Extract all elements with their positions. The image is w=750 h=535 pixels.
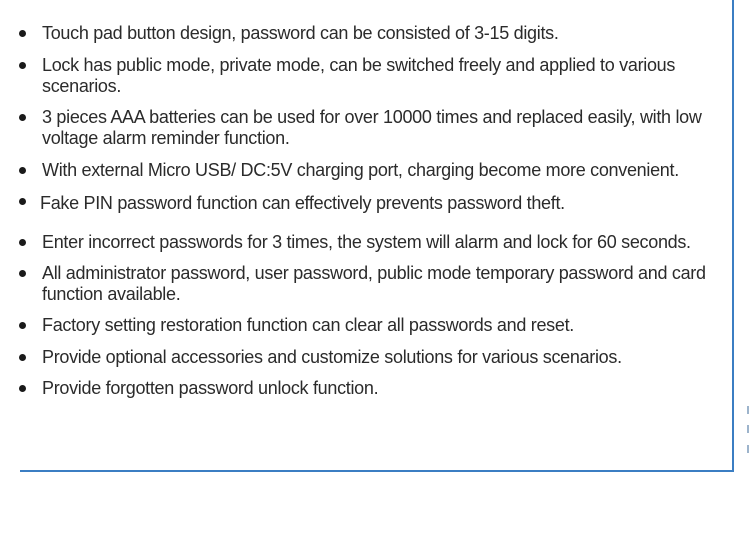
feature-text: With external Micro USB/ DC:5V charging port, charging become more convenient. (42, 160, 679, 180)
edge-mark (747, 445, 749, 453)
feature-text: Lock has public mode, private mode, can be switched freely and applied to various scenarios. (42, 55, 676, 96)
edge-mark (747, 406, 749, 414)
feature-text: Fake PIN password function can effectively prevents password theft. (40, 193, 565, 213)
bullet-icon (19, 239, 26, 246)
bullet-icon (19, 198, 26, 205)
feature-text: Touch pad button design, password can be consisted of 3-15 digits. (42, 23, 559, 43)
bullet-icon (19, 385, 26, 392)
bullet-icon (19, 322, 26, 329)
feature-text: Enter incorrect passwords for 3 times, the system will alarm and lock for 60 seconds. (42, 232, 691, 252)
bullet-icon (19, 62, 26, 69)
feature-text: Provide optional accessories and customize solutions for various scenarios. (42, 347, 622, 367)
edge-mark (747, 425, 749, 433)
bullet-icon (19, 114, 26, 121)
feature-text: All administrator password, user password, public mode temporary password and card function available. (42, 263, 706, 304)
feature-text: Provide forgotten password unlock function. (42, 378, 379, 398)
feature-text: 3 pieces AAA batteries can be used for over 10000 times and replaced easily, with low voltage alarm reminder function. (42, 107, 702, 148)
bullet-icon (19, 270, 26, 277)
bullet-icon (19, 167, 26, 174)
bullet-icon (19, 354, 26, 361)
frame-gap (0, 470, 20, 474)
feature-text: Factory setting restoration function can clear all passwords and reset. (42, 315, 574, 335)
bullet-icon (19, 30, 26, 37)
